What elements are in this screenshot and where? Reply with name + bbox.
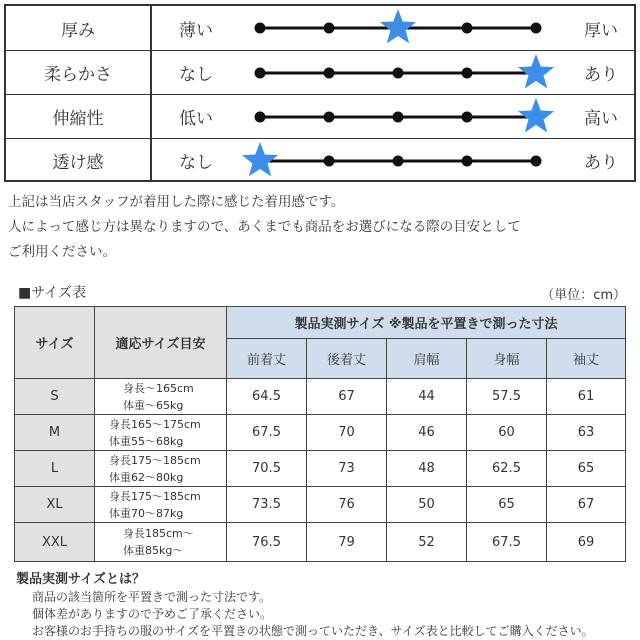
attr-high-label: 高い [584,109,618,129]
scale-dot [255,23,266,34]
scale-dot [255,68,266,79]
fit-weight: 体重70～87kg [109,506,184,520]
scale-dot [462,112,473,123]
value-cell: 64.5 [227,379,307,415]
value-cell: 48 [387,451,467,487]
value-cell: 73 [307,451,387,487]
explanation-title: 製品実測サイズとは？ [16,572,145,587]
scale-dot [324,68,335,79]
size-cell: L [15,451,95,487]
value-cell: 46 [387,415,467,451]
value-cell: 70.5 [227,451,307,487]
scale-dot [324,156,335,167]
note-line: ご利用ください。 [8,244,116,260]
size-cell: XXL [15,523,95,561]
star-icon [518,54,554,88]
value-cell: 44 [387,379,467,415]
value-cell: 79 [307,523,387,561]
value-cell: 50 [387,487,467,523]
rating-scale [242,95,562,139]
star-icon [380,9,416,43]
attr-high-label: あり [584,65,618,85]
col-header: 後着丈 [307,339,387,379]
attr-low-label: 低い [179,109,213,129]
fit-weight: 体重85kg～ [123,544,184,557]
value-cell: 57.5 [467,379,547,415]
fit-height: 身長175～185cm [109,453,201,467]
scale-dot [462,23,473,34]
fit-cell [95,415,227,451]
explanation-line: お客様のお手持ちの服のサイズを平置きの状態で測っていただき、サイズ表と比較してご購入ください。 [32,624,594,638]
attr-name: 透け感 [6,139,152,182]
explanation-line: 商品の該当箇所を平置きで測った寸法です。 [32,590,272,604]
scale-dot [324,112,335,123]
size-table [14,306,626,562]
attr-low-label: なし [179,65,213,85]
value-cell: 70 [307,415,387,451]
star-icon [242,142,278,176]
attr-low-label: 薄い [179,20,213,41]
fit-height: 身長～165cm [123,381,194,395]
star-icon [518,98,554,132]
rating-scale [242,139,562,183]
fit-cell [95,523,227,561]
value-cell: 61 [547,379,625,415]
fit-weight: 体重62～80kg [109,470,184,484]
size-cell: S [15,379,95,415]
fit-height: 身長185cm～ [123,527,194,540]
scale-dot [393,68,404,79]
value-cell: 65 [467,487,547,523]
attr-name: 厚み [6,6,152,50]
value-cell: 67.5 [227,415,307,451]
value-cell: 52 [387,523,467,561]
attr-row-softness [6,50,634,94]
scale-dot [255,112,266,123]
scale-dot [393,112,404,123]
col-header: 肩幅 [387,339,467,379]
size-cell: XL [15,487,95,523]
attr-name: 柔らかさ [6,51,152,94]
col-header: 身幅 [467,339,547,379]
col-header: 袖丈 [547,339,625,379]
value-cell: 67.5 [467,523,547,561]
header-size: サイズ [15,307,95,379]
value-cell: 63 [547,415,625,451]
attr-row-thickness [6,6,634,50]
value-cell: 65 [547,451,625,487]
attr-row-stretch [6,94,634,138]
scale-dot [462,156,473,167]
scale-dot [531,156,542,167]
value-cell: 67 [547,487,625,523]
attr-row-sheerness [6,138,634,182]
size-cell: M [15,415,95,451]
value-cell: 60 [467,415,547,451]
value-cell: 62.5 [467,451,547,487]
value-cell: 69 [547,523,625,561]
value-cell: 73.5 [227,487,307,523]
note-line: 上記は当店スタッフが着用した際に感じた着用感です。 [8,194,345,210]
attr-name: 伸縮性 [6,95,152,138]
fabric-feel-table [4,4,636,182]
value-cell: 67 [307,379,387,415]
rating-scale [242,6,562,50]
fit-height: 身長175～185cm [109,489,201,503]
scale-dot [531,23,542,34]
fit-weight: 体重55～68kg [109,434,184,448]
rating-scale [242,51,562,95]
attr-high-label: 厚い [584,20,618,41]
col-header: 前着丈 [227,339,307,379]
scale-dot [462,68,473,79]
attr-low-label: なし [179,153,213,173]
header-measure: 製品実測サイズ ※製品を平置きで測った寸法 [227,307,625,339]
fit-weight: 体重～65kg [123,398,184,412]
scale-dot [324,23,335,34]
fit-cell [95,379,227,415]
value-cell: 76.5 [227,523,307,561]
note-line: 人によって感じ方は異なりますので、あくまでも商品をお選びになる際の目安として [8,219,521,235]
fit-height: 身長165～175cm [109,417,201,431]
header-fit: 適応サイズ目安 [95,307,227,379]
value-cell: 76 [307,487,387,523]
attr-high-label: あり [584,153,618,173]
unit-label: （単位：cm） [541,288,626,303]
scale-dot [393,156,404,167]
size-table-title: ■サイズ表 [18,285,87,301]
fit-cell [95,451,227,487]
explanation-line: 個体差がありますので予めご了承ください。 [32,607,273,621]
fit-cell [95,487,227,523]
